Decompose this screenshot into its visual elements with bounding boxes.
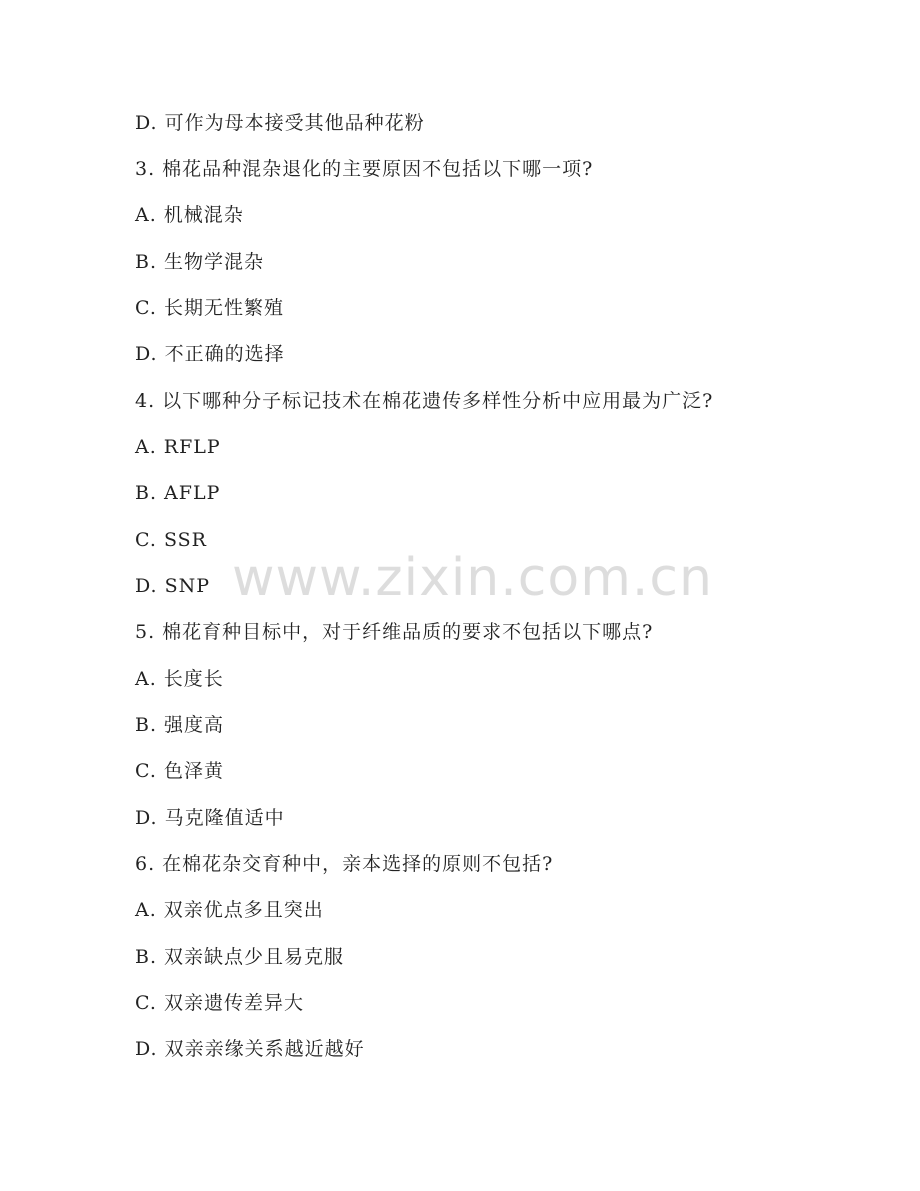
question-4: 4. 以下哪种分子标记技术在棉花遗传多样性分析中应用最为广泛? [135,390,714,412]
option-a-q3: A. 机械混杂 [135,204,244,226]
option-d-q2: D. 可作为母本接受其他品种花粉 [135,112,425,134]
option-b-q5: B. 强度高 [135,714,225,736]
option-c-q4: C. SSR [135,529,207,551]
option-c-q6: C. 双亲遗传差异大 [135,992,304,1014]
option-b-q4: B. AFLP [135,482,221,504]
question-5: 5. 棉花育种目标中，对于纤维品质的要求不包括以下哪点? [135,621,654,643]
option-b-q6: B. 双亲缺点少且易克服 [135,946,345,968]
option-d-q5: D. 马克隆值适中 [135,807,285,829]
watermark: www.zixin.com.cn [232,548,713,608]
option-c-q5: C. 色泽黄 [135,760,224,782]
option-d-q3: D. 不正确的选择 [135,343,285,365]
question-6: 6. 在棉花杂交育种中，亲本选择的原则不包括? [135,853,554,875]
option-c-q3: C. 长期无性繁殖 [135,297,284,319]
option-a-q5: A. 长度长 [135,668,224,690]
option-a-q6: A. 双亲优点多且突出 [135,899,324,921]
option-b-q3: B. 生物学混杂 [135,251,265,273]
question-3: 3. 棉花品种混杂退化的主要原因不包括以下哪一项? [135,158,594,180]
option-a-q4: A. RFLP [135,436,221,458]
option-d-q6: D. 双亲亲缘关系越近越好 [135,1038,365,1060]
option-d-q4: D. SNP [135,575,211,597]
